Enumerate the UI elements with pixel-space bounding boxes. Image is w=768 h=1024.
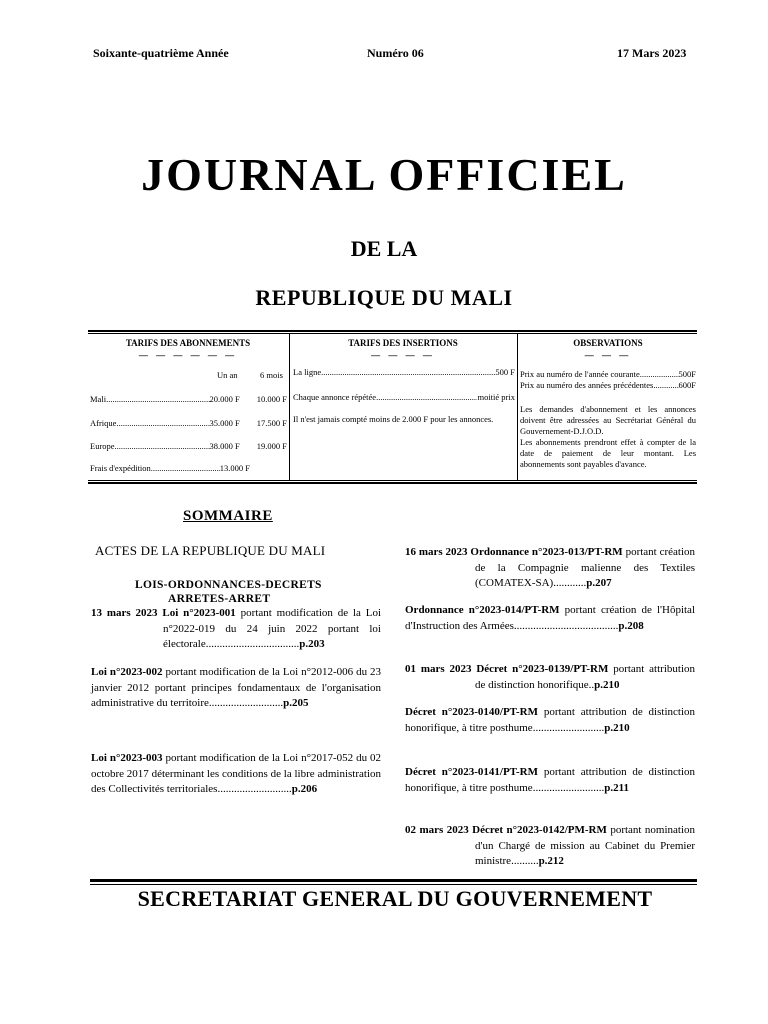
insertion-line-price (293, 367, 515, 377)
insertions-dashes: — — — — (371, 350, 435, 360)
entry-page: p.203 (299, 638, 325, 651)
box-bottom-rule-thick (88, 482, 697, 484)
issue-number: Numéro 06 (367, 46, 424, 60)
actes-heading: ACTES DE LA REPUBLIQUE DU MALI (95, 543, 326, 558)
entry-leader-dots: ........................... (208, 697, 284, 710)
entry-leader-dots: ........................... (217, 783, 292, 796)
tarif-row-label: Europe (90, 441, 115, 451)
entry-leader-dots: .. (588, 678, 595, 691)
footer-rule-thick (90, 879, 697, 882)
tarif-row-label: Frais d'expédition (90, 463, 151, 473)
tarif-row-year: 20.000 F (209, 394, 240, 404)
entry-leader-dots: .................................. (205, 638, 300, 651)
sommaire-entry[interactable] (405, 545, 695, 592)
insertion-line-label: La ligne (293, 367, 322, 377)
insertion-line-value: 500 F (495, 367, 515, 377)
observations-dashes: — — — (584, 350, 632, 360)
entry-page: p.211 (604, 781, 629, 794)
entry-ref: Décret n°2023-0139/PT-RM (476, 663, 609, 675)
tarif-row-label: Afrique (90, 418, 117, 428)
entry-ref: Loi n°2023-002 (91, 666, 163, 678)
entry-ref: Ordonnance n°2023-014/PT-RM (405, 604, 560, 616)
box-bottom-rule (88, 480, 697, 481)
sommaire-entry[interactable] (405, 662, 695, 693)
entry-leader-dots: .......................... (532, 721, 605, 734)
lois-heading-line1: LOIS-ORDONNANCES-DECRETS (135, 579, 322, 591)
entry-ref: Loi n°2023-001 (162, 607, 236, 619)
footer-rule-thin (90, 884, 697, 885)
price-previous-label: Prix au numéro des années précédentes (520, 380, 654, 390)
entry-date: 16 mars 2023 (405, 546, 471, 558)
secretariat-footer: SECRETARIAT GENERAL DU GOUVERNEMENT (137, 886, 653, 911)
box-top-rule (88, 330, 697, 332)
box-top-rule-thin (88, 333, 697, 334)
entry-page: p.212 (538, 855, 564, 868)
abonnements-heading: TARIFS DES ABONNEMENTS (125, 338, 251, 348)
sommaire-entry[interactable] (91, 751, 381, 798)
issue-date: 17 Mars 2023 (617, 46, 687, 60)
entry-date: 01 mars 2023 (405, 663, 477, 675)
entry-leader-dots: ...................................... (513, 619, 619, 632)
entry-text: portant création de la Compagnie malienne des Textiles (COMATEX-SA) (475, 546, 695, 590)
year-label: Soixante-quatrième Année (93, 46, 229, 60)
entry-text: portant modification de la Loi n°2022-019 du 24 juin 2022 portant loi électorale (163, 607, 382, 651)
entry-leader-dots: ............ (553, 577, 587, 590)
entry-ref: Décret n°2023-0142/PM-RM (472, 824, 607, 836)
tarif-row-year: 38.000 F (209, 441, 240, 451)
journal-title: JOURNAL OFFICIEL (141, 149, 627, 200)
entry-page: p.210 (604, 721, 630, 734)
tarif-row-half: 17.500 F (256, 418, 287, 428)
entry-leader-dots: .......... (511, 855, 539, 868)
tarif-row-europe (90, 441, 287, 451)
tarif-row-year: 13.000 F (219, 463, 250, 473)
entry-page: p.207 (586, 577, 612, 590)
tarif-row-mali (90, 394, 287, 404)
observations-paragraph-2: Les abonnements prendront effet à compter de la date de paiement de leur montant. Les abonnements sont payables d'avance. (520, 437, 696, 469)
insertion-minimum-note: Il n'est jamais compté moins de 2.000 F pour les annonces. (293, 414, 494, 424)
price-previous-years (520, 380, 696, 390)
entry-text: portant attribution de distinction honorifique, à titre posthume (405, 706, 696, 734)
price-current-label: Prix au numéro de l'année courante (520, 369, 640, 379)
entry-ref: Décret n°2023-0140/PT-RM (405, 706, 539, 718)
entry-text: portant attribution de distinction honorifique, à titre posthume (405, 766, 696, 794)
entry-leader-dots: .......................... (532, 781, 605, 794)
sommaire-entry[interactable] (405, 705, 695, 736)
country-title: REPUBLIQUE DU MALI (255, 285, 513, 310)
entry-ref: Décret n°2023-0141/PT-RM (405, 766, 539, 778)
price-current-value: 500F (678, 369, 696, 379)
price-previous-value: 600F (678, 380, 696, 390)
tarif-row-label: Mali (90, 394, 107, 404)
abonnements-dashes: — — — — — — (138, 350, 238, 360)
entry-text: portant modification de la Loi n°2012-006 du 23 janvier 2012 portant principes fondamentaux de l'organisation administrative du territoire (91, 666, 382, 710)
col-year-label: Un an (217, 370, 238, 380)
insertion-repeat-label: Chaque annonce répétée (293, 392, 377, 402)
tarif-row-half: 10.000 F (256, 394, 287, 404)
entry-page: p.206 (291, 783, 318, 796)
entry-page: p.210 (594, 678, 620, 691)
sommaire-entry[interactable] (91, 665, 381, 712)
entry-ref: Ordonnance n°2023-013/PT-RM (470, 546, 623, 558)
sommaire-entry[interactable] (405, 765, 695, 796)
col-half-label: 6 mois (260, 370, 283, 380)
entry-text: portant modification de la Loi n°2017-052 du 02 octobre 2017 déterminant les conditions de la libre administration des Collectivités territoriales (91, 752, 382, 796)
price-current-year (520, 369, 696, 379)
sommaire-entry[interactable] (405, 603, 695, 634)
tarif-row-afrique (90, 418, 287, 428)
entry-text: portant attribution de distinction honorifique (475, 663, 695, 691)
entry-page: p.205 (283, 697, 309, 710)
tarif-row-year: 35.000 F (209, 418, 240, 428)
entry-text: portant création de l'Hôpital d'Instruction des Armées (405, 604, 695, 632)
insertions-heading: TARIFS DES INSERTIONS (348, 338, 458, 348)
de-la-title: DE LA (350, 236, 418, 261)
entry-date: 02 mars 2023 (405, 824, 473, 836)
entry-ref: Loi n°2023-003 (91, 752, 163, 764)
observations-paragraph-1: Les demandes d'abonnement et les annonces doivent être adressées au Secrétariat Général du Gouvernement-D.J.O.D. (520, 404, 696, 436)
sommaire-entry[interactable] (91, 606, 381, 653)
tarif-row-half: 19.000 F (256, 441, 287, 451)
tarif-row-frais (90, 463, 250, 473)
entry-date: 13 mars 2023 (91, 607, 163, 619)
sommaire-title: SOMMAIRE (183, 508, 273, 524)
entry-page: p.208 (618, 619, 644, 632)
lois-heading-line2: ARRETES-ARRET (168, 593, 271, 605)
sommaire-entry[interactable] (405, 823, 695, 870)
observations-heading: OBSERVATIONS (573, 338, 643, 348)
insertion-repeat-price (293, 392, 515, 402)
entry-text: portant nomination d'un Chargé de mission au Cabinet du Premier ministre (475, 824, 696, 868)
insertion-repeat-value: moitié prix (477, 392, 515, 402)
